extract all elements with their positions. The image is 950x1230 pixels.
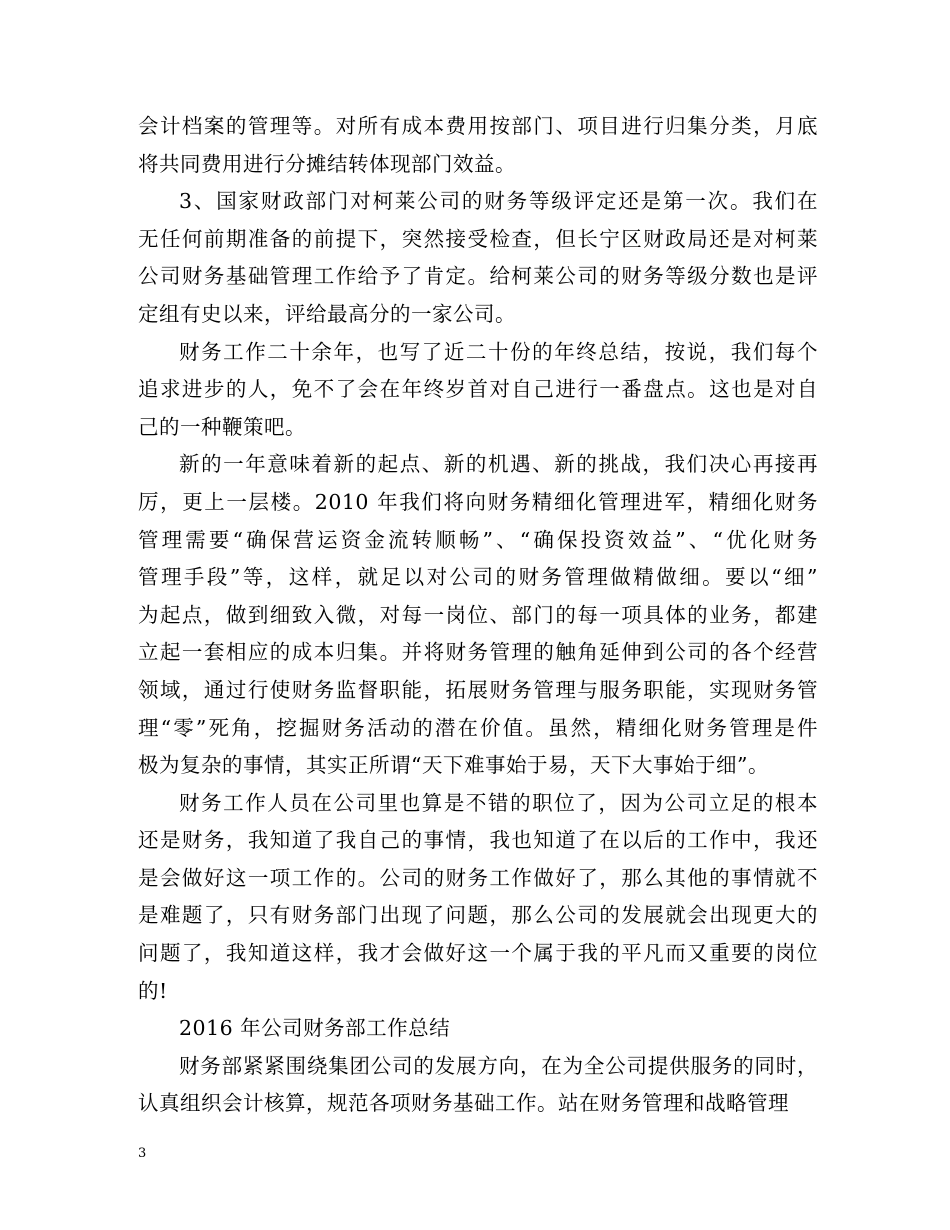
paragraph-line: 定组有史以来，评给最高分的一家公司。 [138,301,516,326]
page-number: 3 [138,1146,147,1161]
paragraph-line: 2016 年公司财务部工作总结 [179,1016,451,1041]
paragraph-line: 管理需要“确保营运资金流转顺畅”、“确保投资效益”、“优化财务 [138,527,818,552]
paragraph-line: 理“零”死角，挖掘财务活动的潜在价值。虽然，精细化财务管理是件 [138,715,818,740]
paragraph-line: 还是财务，我知道了我自己的事情，我也知道了在以后的工作中，我还 [138,828,818,853]
paragraph-line: 厉，更上一层楼。2010 年我们将向财务精细化管理进军，精细化财务 [138,489,818,514]
paragraph-line: 追求进步的人，免不了会在年终岁首对自己进行一番盘点。这也是对自 [138,377,818,402]
paragraph-line: 己的一种鞭策吧。 [138,414,306,439]
paragraph-line: 无任何前期准备的前提下，突然接受检查，但长宁区财政局还是对柯莱 [138,226,818,251]
paragraph [138,785,818,1011]
paragraph-line: 是难题了，只有财务部门出现了问题，那么公司的发展就会出现更大的 [138,903,818,928]
paragraph [138,183,818,333]
paragraph-line: 为起点，做到细致入微，对每一岗位、部门的每一项具体的业务，都建 [138,602,818,627]
paragraph-line: 管理手段”等，这样，就足以对公司的财务管理做精做细。要以“细” [138,565,818,590]
paragraph [138,1048,818,1123]
paragraph [138,334,818,447]
paragraph-line: 是会做好这一项工作的。公司的财务工作做好了，那么其他的事情就不 [138,865,818,890]
paragraph-line: 将共同费用进行分摊结转体现部门效益。 [138,151,516,176]
paragraph-line: 认真组织会计核算，规范各项财务基础工作。站在财务管理和战略管理 [138,1091,789,1116]
paragraph-line: 财务工作人员在公司里也算是不错的职位了，因为公司立足的根本 [179,790,818,815]
paragraph-line: 财务工作二十余年，也写了近二十份的年终总结，按说，我们每个 [179,339,818,364]
paragraph-line: 3、国家财政部门对柯莱公司的财务等级评定还是第一次。我们在 [179,189,818,214]
paragraph [138,1010,818,1048]
paragraph [138,446,818,784]
paragraph-line: 公司财务基础管理工作给予了肯定。给柯莱公司的财务等级分数也是评 [138,264,818,289]
paragraph-line: 新的一年意味着新的起点、新的机遇、新的挑战，我们决心再接再 [179,452,818,477]
paragraph-line: 会计档案的管理等。对所有成本费用按部门、项目进行归集分类，月底 [138,114,818,138]
paragraph [138,108,818,183]
paragraph-line: 问题了，我知道这样，我才会做好这一个属于我的平凡而又重要的岗位 [138,941,818,966]
paragraph-line: 的! [138,978,168,1003]
document-body [138,108,818,1123]
paragraph-line: 极为复杂的事情，其实正所谓“天下难事始于易，天下大事始于细”。 [138,753,769,778]
paragraph-line: 立起一套相应的成本归集。并将财务管理的触角延伸到公司的各个经营 [138,640,818,665]
paragraph-line: 财务部紧紧围绕集团公司的发展方向，在为全公司提供服务的同时， [179,1053,818,1078]
paragraph-line: 领域，通过行使财务监督职能，拓展财务管理与服务职能，实现财务管 [138,677,818,702]
